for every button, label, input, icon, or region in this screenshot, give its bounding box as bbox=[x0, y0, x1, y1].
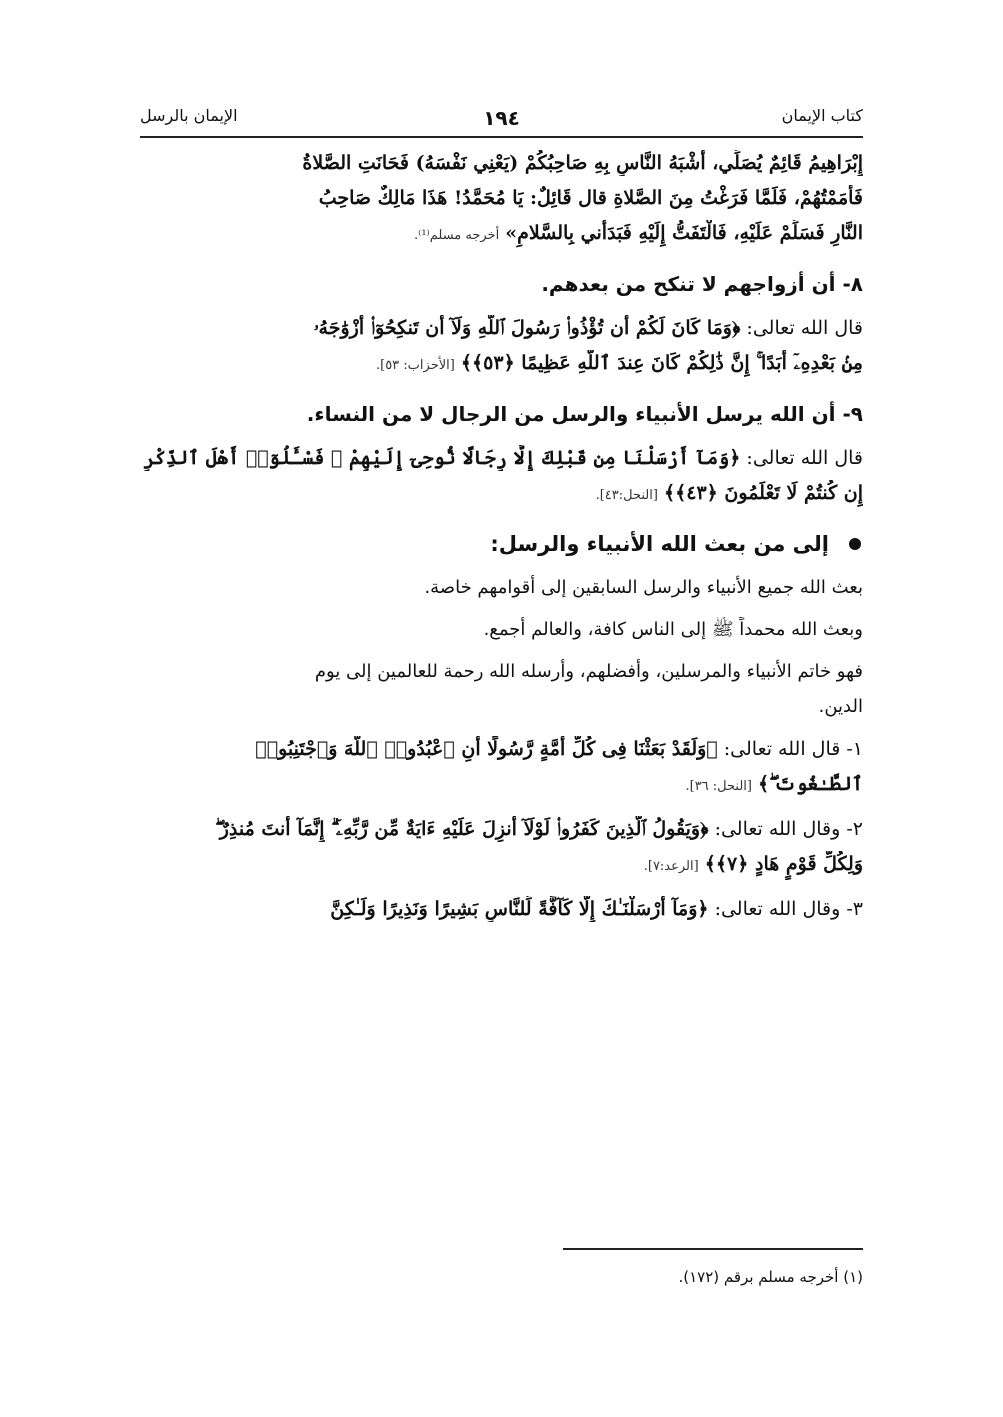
list-item-2-verse-b: وَلِكُلِّ قَوْمٍ هَادٍ ﴿٧﴾﴾ bbox=[704, 853, 863, 875]
list-item-1-verse-a: ﴿وَلَقَدْ بَعَثْنَا فِى كُلِّ أُمَّةٍ رَّسُولًا أَنِ ٱعْبُدُوا۟ ٱللَّهَ وَٱجْتَنِبُوا۟ bbox=[255, 738, 718, 760]
section-paragraph-2: وبعث الله محمداً ﷺ إلى الناس كافة، والعالم أجمع. bbox=[483, 619, 863, 640]
list-item-3-verse-a: ﴿وَمَآ أَرْسَلْنَـٰكَ إِلَّا كَآفَّةً لِّلنَّاسِ بَشِيرًا وَنَذِيرًا وَلَـٰكِنَّ bbox=[330, 898, 709, 920]
list-item-2-intro: ٢- وقال الله تعالى: bbox=[714, 818, 863, 840]
list-item-2-reference: [الرعد:٧]. bbox=[643, 859, 699, 874]
point-9-verse-line-1 bbox=[140, 445, 863, 471]
point-9-intro: قال الله تعالى: bbox=[746, 447, 863, 469]
section-paragraph-3-line-1: فهو خاتم الأنبياء والمرسلين، وأفضلهم، وأرسله الله رحمة للعالمين إلى يوم bbox=[314, 661, 863, 682]
section-paragraph-1: بعث الله جميع الأنبياء والرسل السابقين إلى أقوامهم خاصة. bbox=[424, 577, 863, 598]
list-item-1-line-1 bbox=[140, 736, 863, 762]
point-8-verse-line-1 bbox=[140, 315, 863, 341]
list-item-3-line-1 bbox=[140, 896, 863, 922]
list-item-1-line-2 bbox=[140, 771, 863, 800]
point-9-verse-b: إِن كُنتُمْ لَا تَعْلَمُونَ ﴿٤٣﴾﴾ bbox=[663, 482, 863, 504]
bullet-icon bbox=[849, 538, 861, 550]
chapter-title: الإيمان بالرسل bbox=[140, 106, 238, 125]
hadith-source: أخرجه مسلم bbox=[429, 228, 500, 243]
list-item-1-reference: [النحل: ٣٦]. bbox=[685, 779, 752, 794]
point-9-reference: [النحل:٤٣]. bbox=[595, 488, 658, 503]
list-item-2-line-2 bbox=[140, 851, 863, 880]
hadith-line-3 bbox=[140, 220, 863, 249]
list-item-2-verse-a: ﴿وَيَقُولُ ٱلَّذِينَ كَفَرُوا۟ لَوْلَآ أُنزِلَ عَلَيْهِ ءَايَةٌ مِّن رَّبِّهِۦٓ ۗ إِنَّمَآ أَنتَ مُنذِرٌ ۖ bbox=[214, 818, 709, 840]
footnote: (١) أخرجه مسلم برقم (١٧٢). bbox=[678, 1268, 863, 1286]
section-heading: إلى من بعث الله الأنبياء والرسل: bbox=[490, 532, 829, 556]
footnote-divider bbox=[563, 1248, 863, 1250]
footnote-marker: ⁽¹⁾. bbox=[413, 228, 430, 243]
running-header bbox=[140, 100, 863, 138]
point-8-heading: ٨- أن أزواجهم لا تنكح من بعدهم. bbox=[541, 272, 863, 296]
list-item-3-intro: ٣- وقال الله تعالى: bbox=[714, 898, 863, 920]
section-paragraph-3-line-2: الدين. bbox=[818, 696, 863, 717]
hadith-text-end: النَّارِ فَسَلِّمْ عَلَيْهِ، فَالْتَفَتُّ إِلَيْهِ فَبَدَأَني بِالسَّلامِ» bbox=[505, 222, 863, 244]
list-item-1-intro: ١- قال الله تعالى: bbox=[723, 738, 863, 760]
point-9-verse-line-2 bbox=[140, 480, 863, 509]
section-heading-row bbox=[140, 529, 863, 559]
list-item-1-verse-b: ٱلطَّـٰغُوتَ ۖ﴾ bbox=[758, 773, 863, 795]
point-8-reference: [الأحزاب: ٥٣]. bbox=[375, 358, 455, 373]
hadith-line-2: فَأَمَمْتُهُمْ، فَلَمَّا فَرَغْتُ مِنَ الصَّلاةِ قال قَائِلٌ: يَا مُحَمَّدُ! هَذَا مَالِكٌ صَاحِبُ bbox=[318, 187, 863, 209]
point-8-verse-a: ﴿وَمَا كَانَ لَكُمْ أَن تُؤْذُوا۟ رَسُولَ ٱللَّهِ وَلَآ أَن تَنكِحُوٓا۟ أَزْوَٰجَهُۥ bbox=[313, 317, 741, 339]
hadith-line-1: إِبْرَاهِيمُ قَائِمٌ يُصَلِّي، أَشْبَهُ النَّاسِ بِهِ صَاحِبُكُمْ (يَعْنِي نَفْسَهُ) فَحَانَتِ الصَّلاةُ bbox=[302, 152, 863, 174]
point-8-verse-b: مِنۢ بَعْدِهِۦٓ أَبَدًا ۚ إِنَّ ذَٰلِكُمْ كَانَ عِندَ ٱللَّهِ عَظِيمًا ﴿٥٣﴾﴾ bbox=[460, 352, 863, 374]
book-title: كتاب الإيمان bbox=[781, 106, 863, 125]
list-item-2-line-1 bbox=[140, 816, 863, 842]
page-number: ١٩٤ bbox=[483, 106, 520, 130]
point-8-intro: قال الله تعالى: bbox=[746, 317, 863, 339]
point-8-verse-line-2 bbox=[140, 350, 863, 379]
point-9-verse-a: ﴿وَمَآ أَرْسَلْنَا مِن قَبْلِكَ إِلَّا رِجَالًا نُّوحِىٓ إِلَيْهِمْ ۚ فَسْـَٔلُوٓا۟ أَهْلَ ٱلذِّكْرِ bbox=[143, 447, 741, 469]
page-body bbox=[140, 150, 863, 922]
point-9-heading: ٩- أن الله يرسل الأنبياء والرسل من الرجال لا من النساء. bbox=[306, 402, 863, 426]
